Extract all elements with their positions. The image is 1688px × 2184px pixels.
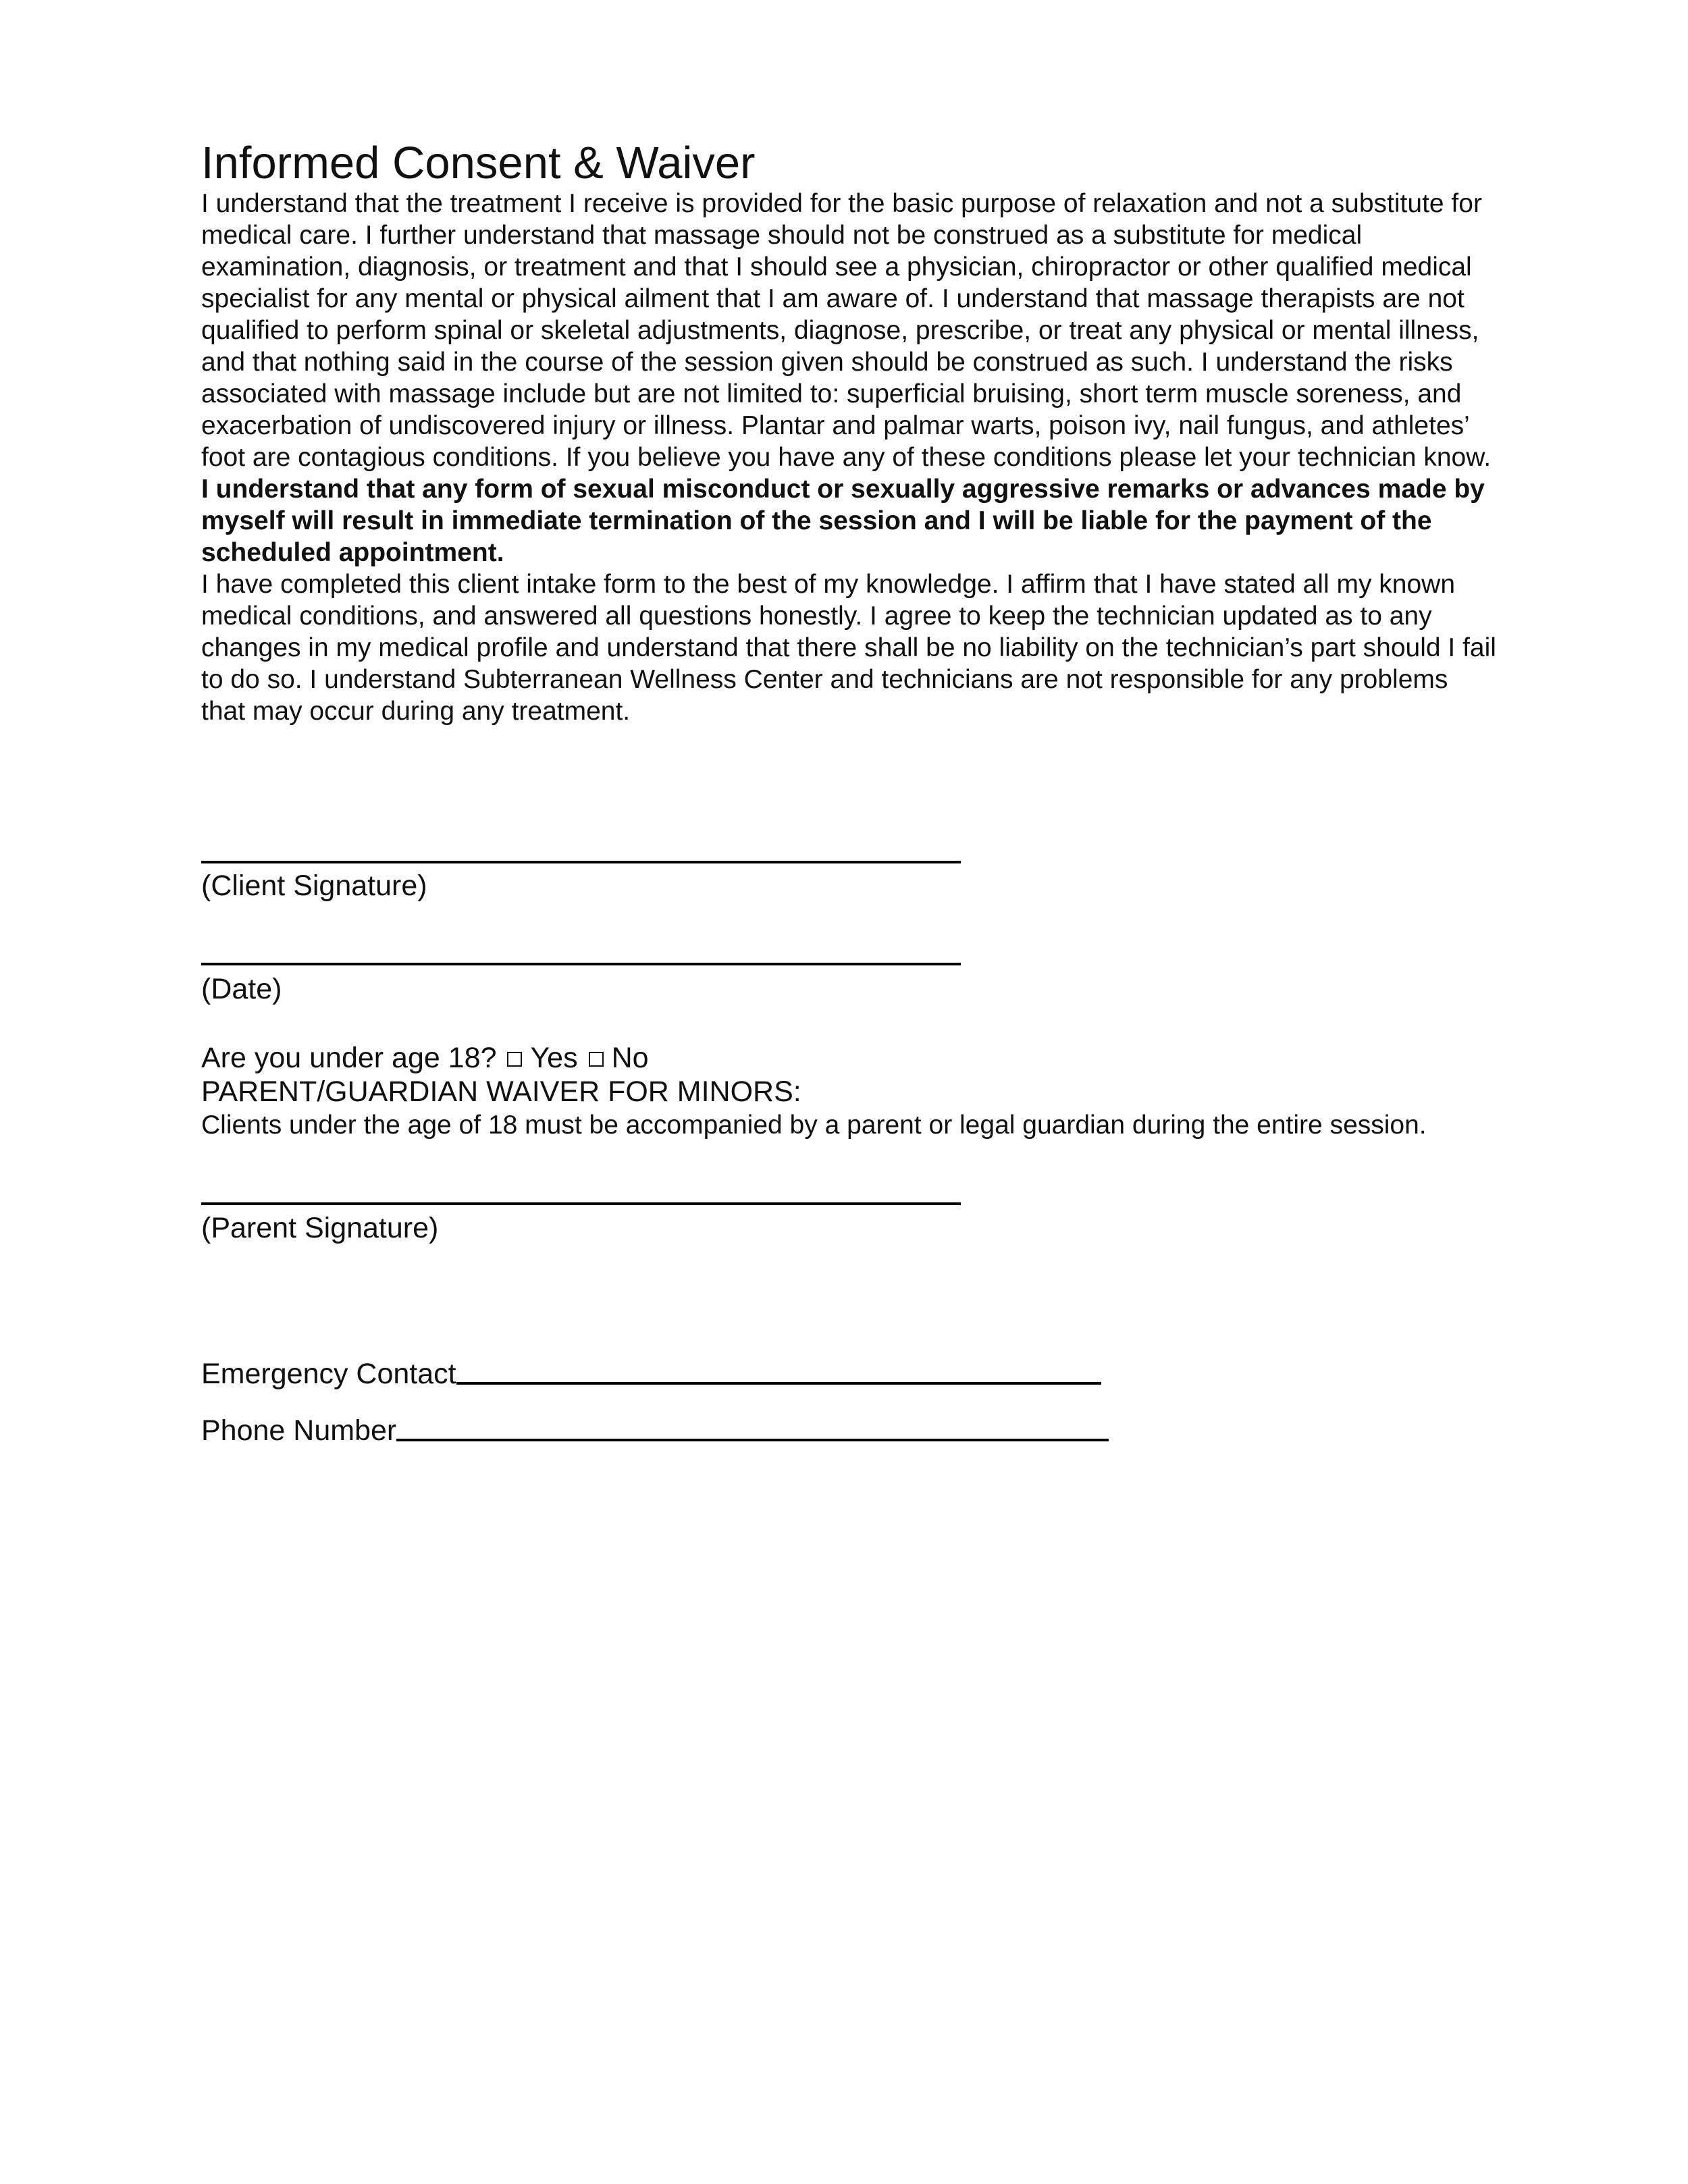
client-signature-line[interactable]: [201, 861, 961, 863]
consent-paragraph-affirmation: I have completed this client intake form to the best of my knowledge. I affirm that I have stated all my known medical conditions, and answered all questions honestly. I agree to keep the technician updated as to any changes in my medical profile and understand that there shall be no liability on the technician’s part should I fail to do so. I understand Subterranean Wellness Center and technicians are not responsible for any problems that may occur during any treatment.: [201, 570, 1496, 726]
parent-signature-label: (Parent Signature): [201, 1212, 439, 1244]
emergency-contact-field[interactable]: [456, 1382, 1101, 1385]
phone-number-field[interactable]: [396, 1439, 1109, 1441]
emergency-contact-label: Emergency Contact: [201, 1358, 456, 1390]
yes-label: Yes: [530, 1042, 578, 1074]
yes-checkbox[interactable]: [507, 1052, 522, 1067]
phone-number-label: Phone Number: [201, 1414, 397, 1447]
date-label: (Date): [201, 973, 282, 1005]
no-checkbox[interactable]: [589, 1052, 604, 1067]
minor-question: Are you under age 18?: [201, 1042, 497, 1074]
parent-signature-line[interactable]: [201, 1202, 961, 1205]
minor-question-row: [201, 1041, 649, 1075]
consent-paragraph-treatment: I understand that the treatment I receive is provided for the basic purpose of relaxation and not a substitute for medical care. I further understand that massage should not be construed as a substitute for medical examination, diagnosis, or treatment and that I should see a physician, chiropractor or other qualified medical specialist for any mental or physical ailment that I am aware of. I understand that massage therapists are not qualified to perform spinal or skeletal adjustments, diagnose, prescribe, or treat any physical or mental illness, and that nothing said in the course of the session given should be construed as such. I understand the risks associated with massage include but are not limited to: superficial bruising, short term muscle soreness, and exacerbation of undiscovered injury or illness. Plantar and palmar warts, poison ivy, nail fungus, and athletes’ foot are contagious conditions. If you believe you have any of these conditions please let your technician know.: [201, 189, 1492, 472]
consent-body: [201, 188, 1498, 727]
client-signature-label: (Client Signature): [201, 870, 427, 902]
guardian-waiver-text: Clients under the age of 18 must be accompanied by a parent or legal guardian during the entire session.: [201, 1111, 1427, 1140]
emergency-contact-row: [201, 1357, 1101, 1391]
guardian-waiver-heading: PARENT/GUARDIAN WAIVER FOR MINORS:: [201, 1075, 801, 1108]
date-line[interactable]: [201, 963, 961, 965]
no-label: No: [611, 1042, 649, 1074]
consent-paragraph-misconduct: I understand that any form of sexual misconduct or sexually aggressive remarks or advances made by myself will result in immediate termination of the session and I will be liable for the payment of the scheduled appointment.: [201, 475, 1485, 567]
form-title: Informed Consent & Waiver: [201, 138, 756, 188]
phone-number-row: [201, 1414, 1109, 1447]
